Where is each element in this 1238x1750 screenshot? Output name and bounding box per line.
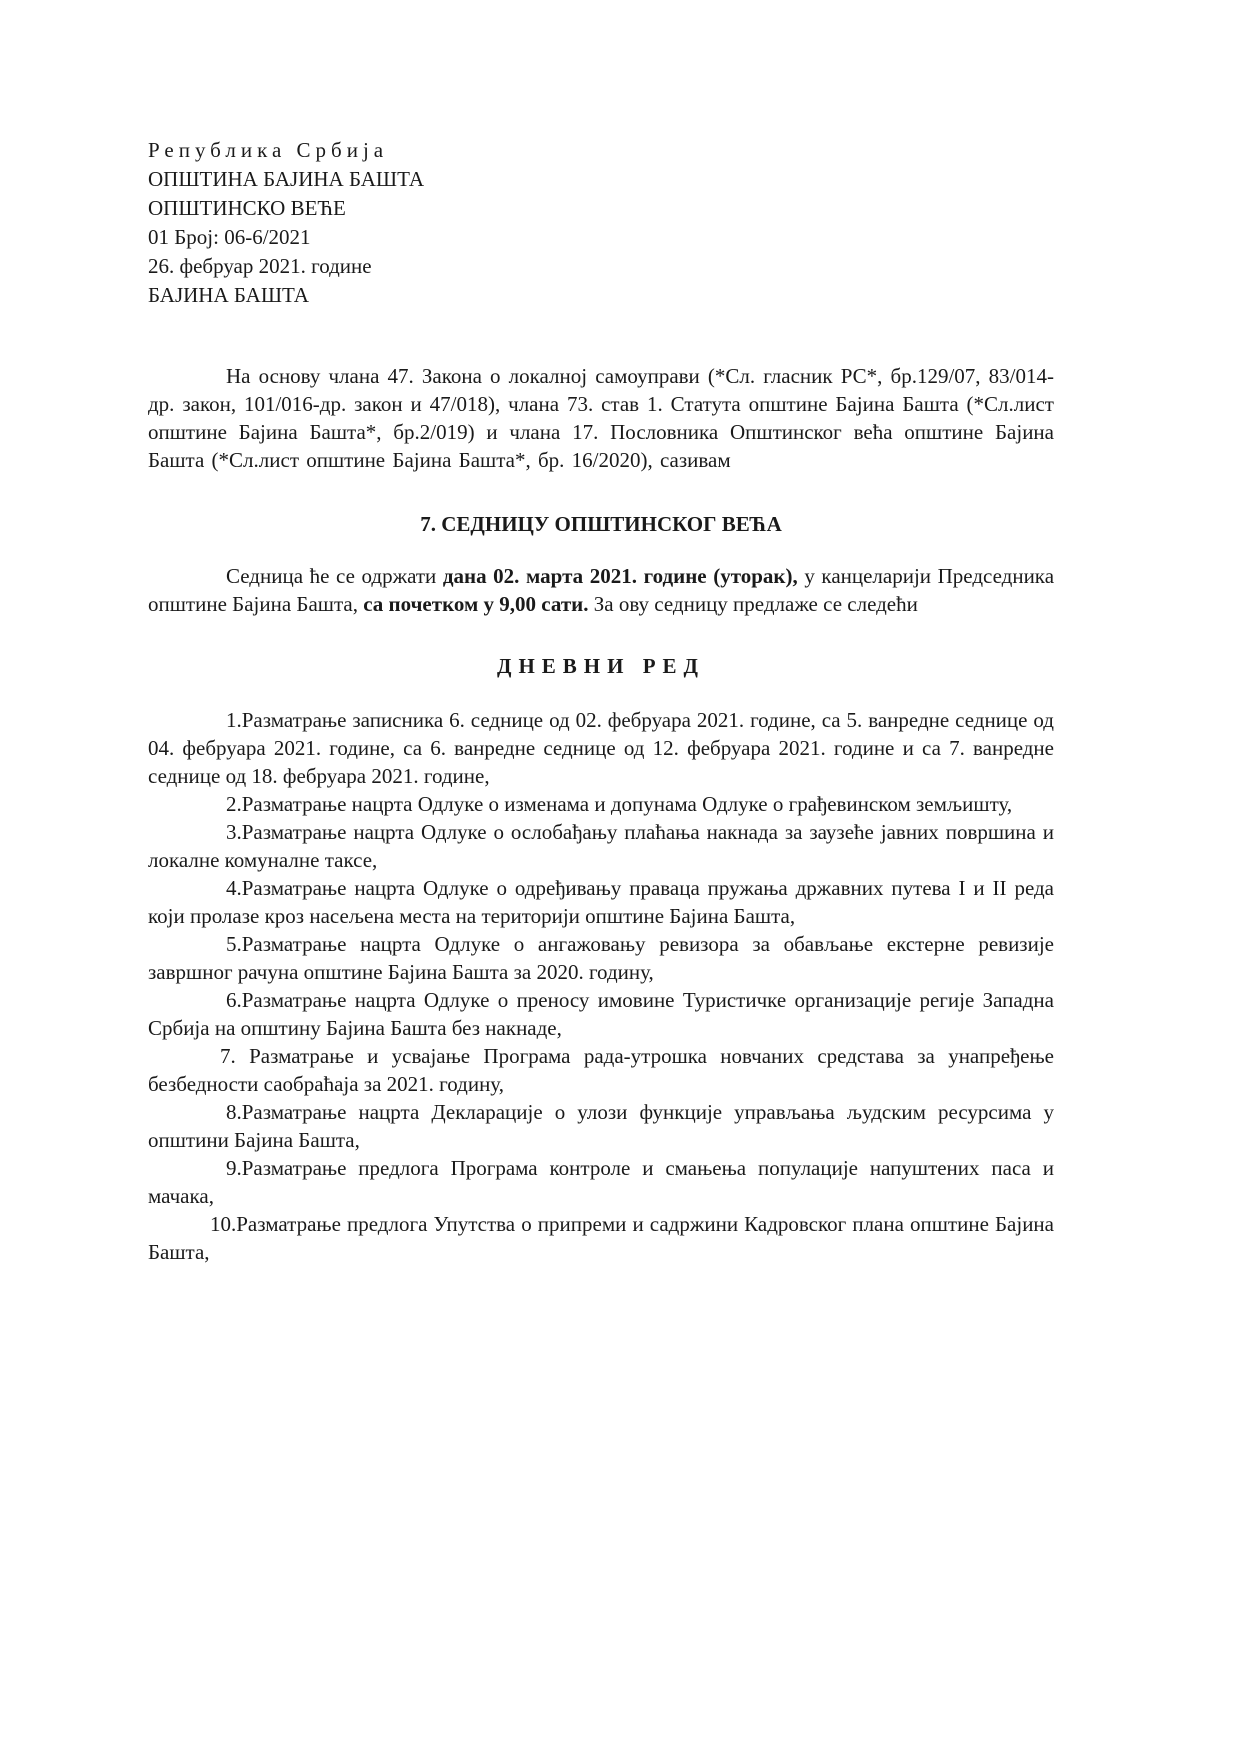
- session-text-1: Седница ће се одржати: [226, 564, 443, 588]
- agenda-item: 3.Разматрање нацрта Одлуке о ослобађању плаћања накнада за заузеће јавних површина и локалне комуналне таксе,: [148, 820, 1054, 872]
- agenda-item: 1.Разматрање записника 6. седнице од 02. фебруара 2021. године, са 5. ванредне седнице од 04. фебруара 2021. године, са 6. ванредне седнице од 12. фебруара 2021. године и са 7. ванредне седнице од 18. фебруара 2021. године,: [148, 708, 1054, 788]
- agenda-item: 9.Разматрање предлога Програма контроле и смањења популације напуштених паса и мачака,: [148, 1156, 1054, 1208]
- session-text-2: у канцеларији Председника општине Бајина Башта,: [148, 564, 1055, 616]
- header-council: ОПШТИНСКО ВЕЋЕ: [148, 196, 346, 220]
- agenda-list: [148, 706, 1054, 1266]
- header-number: 01 Број: 06-6/2021: [148, 225, 311, 249]
- header-municipality: ОПШТИНА БАЈИНА БАШТА: [148, 167, 425, 191]
- agenda-item: 2.Разматрање нацрта Одлуке о изменама и допунама Одлуке о грађевинском земљишту,: [226, 792, 1013, 816]
- agenda-item: 8.Разматрање нацрта Декларације о улози функције управљања људским ресурсима у општини Бајина Башта,: [148, 1100, 1054, 1152]
- agenda-item: 10.Разматрање предлога Упутства о припреми и садржини Кадровског плана општине Бајина Башта,: [148, 1212, 1054, 1264]
- session-title: 7. СЕДНИЦУ ОПШТИНСКОГ ВЕЋА: [420, 512, 782, 536]
- agenda-item: 7. Разматрање и усвајање Програма рада-утрошка новчаних средстава за унапређење безбедности саобраћаја за 2021. годину,: [148, 1044, 1054, 1096]
- agenda-item: 4.Разматрање нацрта Одлуке о одређивању праваца пружања државних путева I и II реда који пролазе кроз насељена места на територији општине Бајина Башта,: [148, 876, 1054, 928]
- header-city: БАЈИНА БАШТА: [148, 283, 309, 307]
- agenda-item: 6.Разматрање нацрта Одлуке о преносу имовине Туристичке организације регије Западна Србија на општину Бајина Башта без накнаде,: [148, 988, 1054, 1040]
- header-republic: Република Србија: [148, 138, 389, 162]
- agenda-item: 5.Разматрање нацрта Одлуке о ангажовању ревизора за обављање екстерне ревизије завршног рачуна општине Бајина Башта за 2020. годину,: [148, 932, 1054, 984]
- agenda-title: ДНЕВНИ РЕД: [497, 654, 705, 678]
- intro-paragraph: На основу члана 47. Закона о локалној самоуправи (*Сл. гласник РС*, бр.129/07, 83/014-др. закон, 101/016-др. закон и 47/018), члана 73. став 1. Статута општине Бајина Башта (*Сл.лист општине Бајина Башта*, бр.2/019) и члана 17. Пословника Општинског већа општине Бајина Башта (*Сл.лист општине Бајина Башта*, бр. 16/2020), сазивам: [148, 364, 1054, 472]
- session-text-3: За ову седницу предлаже се следећи: [588, 592, 918, 616]
- session-paragraph: [148, 562, 1054, 618]
- session-time: са почетком у 9,00 сати.: [363, 592, 589, 616]
- session-date: дана 02. марта 2021. године (уторак),: [442, 564, 798, 588]
- document-header: [148, 136, 1054, 310]
- document-page: [148, 136, 1054, 1266]
- header-date: 26. фебруар 2021. године: [148, 254, 372, 278]
